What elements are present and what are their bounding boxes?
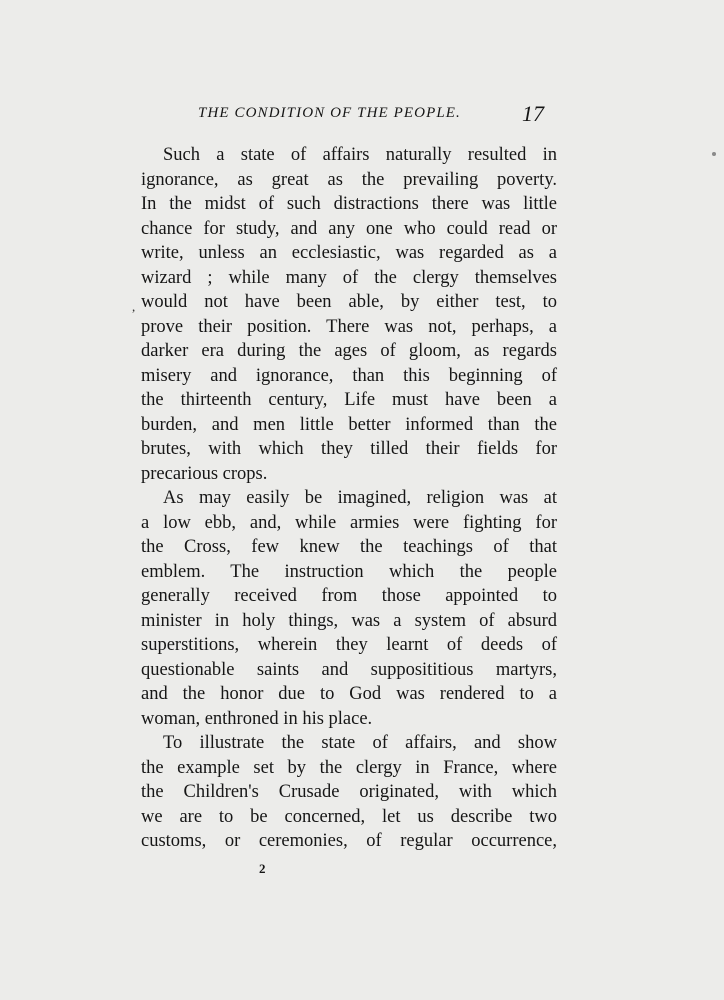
text-line: burden, and men little better informed than the — [141, 414, 557, 435]
text-line: customs, or ceremonies, of regular occurrence, — [141, 831, 557, 851]
text-line: Such a state of affairs naturally resulted in — [163, 145, 557, 165]
text-line: precarious crops. — [141, 463, 268, 484]
text-line: woman, enthroned in his place. — [141, 708, 373, 729]
text-line: brutes, with which they tilled their fields for — [141, 439, 557, 459]
text-line: In the midst of such distractions there was little — [141, 194, 557, 214]
text-line: questionable saints and supposititious martyrs, — [141, 659, 557, 680]
text-line: prove their position. There was not, perhaps, a — [141, 316, 557, 337]
text-line: wizard ; while many of the clergy themselves — [141, 267, 557, 288]
text-line: the Cross, few knew the teachings of that — [141, 537, 557, 557]
text-line: write, unless an ecclesiastic, was regarded as a — [141, 243, 557, 263]
text-line: As may easily be imagined, religion was at — [163, 488, 557, 508]
page-header — [198, 103, 544, 131]
text-line: and the honor due to God was rendered to a — [141, 684, 557, 704]
text-line: generally received from those appointed to — [141, 586, 557, 606]
text-line: the Children's Crusade originated, with which — [141, 782, 557, 802]
text-line: the thirteenth century, Life must have been a — [141, 390, 557, 410]
text-line: we are to be concerned, let us describe two — [141, 806, 557, 827]
margin-mark: , — [132, 299, 136, 314]
text-line: the example set by the clergy in France, where — [141, 757, 557, 778]
running-head: THE CONDITION OF THE PEOPLE. — [198, 105, 461, 121]
text-line: ignorance, as great as the prevailing poverty. — [141, 169, 557, 190]
page-number: 17 — [522, 101, 544, 126]
text-line: would not have been able, by either test, to — [141, 292, 557, 312]
text-line: emblem. The instruction which the people — [141, 561, 557, 582]
paper-speck — [712, 152, 716, 156]
text-line: superstitions, wherein they learnt of deeds of — [141, 635, 557, 655]
text-line: darker era during the ages of gloom, as regards — [141, 341, 557, 361]
body-text — [141, 143, 557, 854]
text-line: To illustrate the state of affairs, and show — [163, 733, 557, 753]
text-line: minister in holy things, was a system of absurd — [141, 610, 557, 631]
signature-mark: 2 — [259, 861, 266, 876]
text-line: chance for study, and any one who could read or — [141, 218, 557, 239]
text-line: misery and ignorance, than this beginning of — [141, 365, 557, 386]
text-line: a low ebb, and, while armies were fighting for — [141, 512, 557, 533]
